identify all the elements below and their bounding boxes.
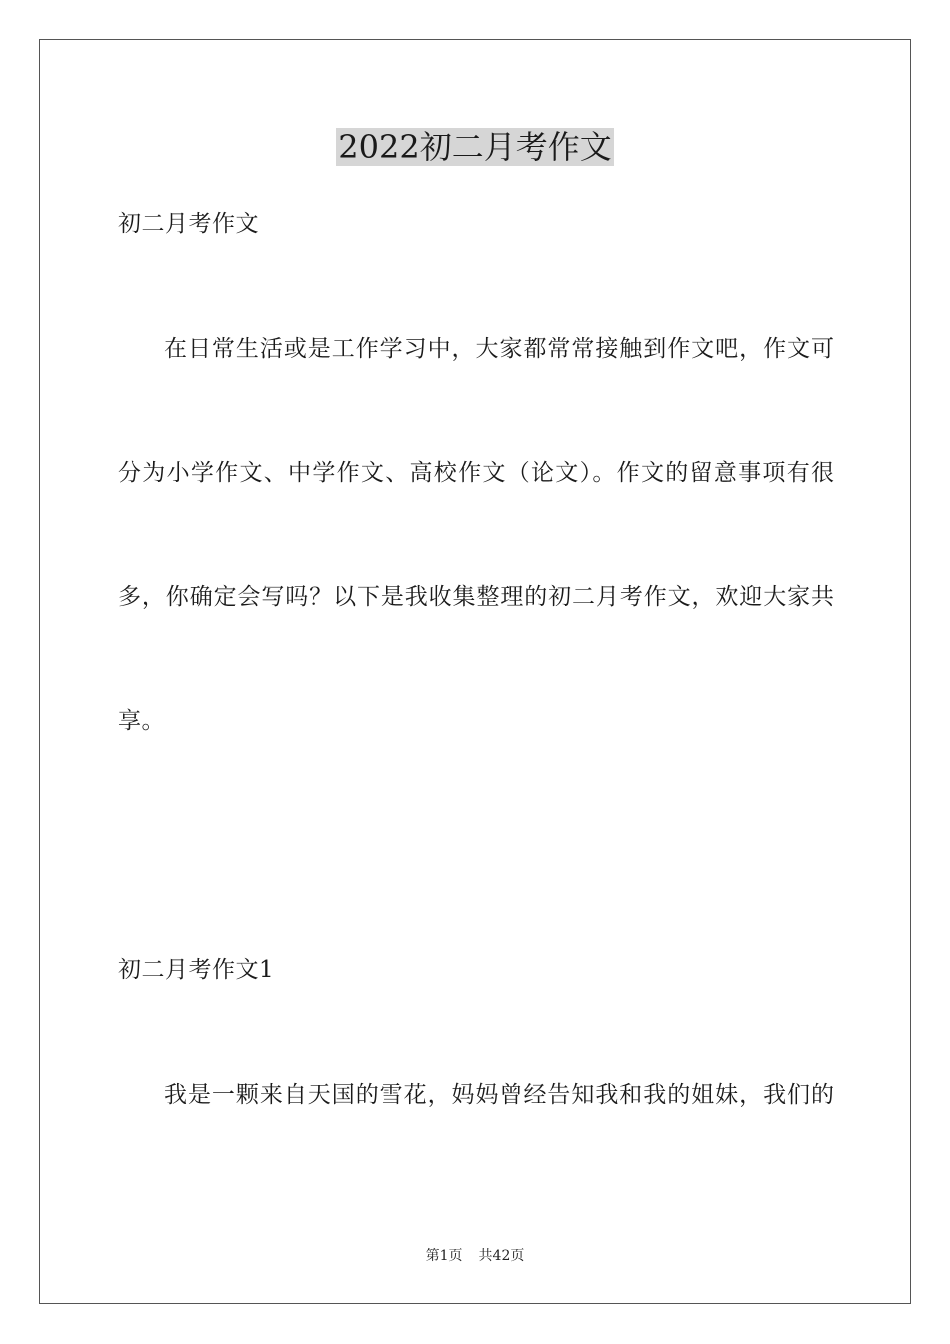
section-line-1: 我是一颗来自天国的雪花，妈妈曾经告知我和我的姐妹，我们的 <box>164 1082 834 1108</box>
page-footer <box>0 1246 950 1266</box>
intro-line-4: 享。 <box>118 708 165 734</box>
document-subtitle: 初二月考作文 <box>118 211 259 237</box>
page-total: 共42页 <box>478 1248 525 1264</box>
document-title-text: 2022初二月考作文 <box>338 128 612 166</box>
page-number: 第1页 <box>425 1248 463 1264</box>
section-heading: 初二月考作文1 <box>118 957 275 983</box>
intro-line-1: 在日常生活或是工作学习中，大家都常常接触到作文吧，作文可 <box>164 336 834 362</box>
document-title <box>0 124 950 170</box>
intro-line-2: 分为小学作文、中学作文、高校作文（论文）。作文的留意事项有很 <box>118 460 834 486</box>
intro-line-3: 多，你确定会写吗？以下是我收集整理的初二月考作文，欢迎大家共 <box>118 584 834 610</box>
